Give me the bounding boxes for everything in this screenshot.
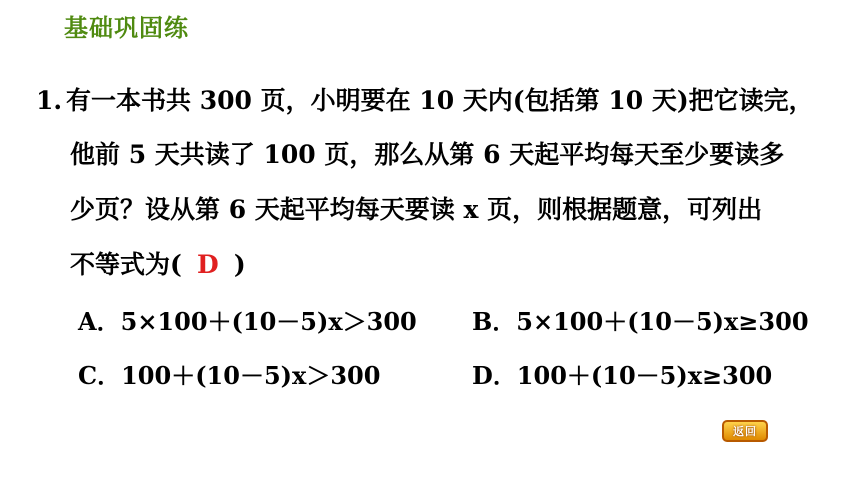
answer-suffix: ) — [233, 250, 246, 279]
question-number: 1. — [36, 86, 63, 115]
option-b: B．5×100＋(10－5)x≥300 — [472, 307, 809, 336]
question-line-4 — [70, 250, 246, 280]
back-button-label: 返回 — [733, 425, 757, 438]
answer-value: D — [197, 250, 219, 279]
back-button[interactable] — [722, 420, 768, 442]
option-c: C．100＋(10－5)x＞300 — [78, 361, 381, 390]
option-a: A．5×100＋(10－5)x＞300 — [78, 307, 417, 336]
question-line-3: 少页？设从第 6 天起平均每天要读 x 页，则根据题意，可列出 — [70, 195, 763, 224]
section-title: 基础巩固练 — [64, 14, 189, 42]
question-line-1: 有一本书共 300 页，小明要在 10 天内(包括第 10 天)把它读完， — [66, 86, 814, 115]
answer-prefix: 不等式为( — [70, 250, 182, 279]
option-d: D．100＋(10－5)x≥300 — [472, 361, 773, 390]
question-line-2: 他前 5 天共读了 100 页，那么从第 6 天起平均每天至少要读多 — [70, 140, 785, 169]
